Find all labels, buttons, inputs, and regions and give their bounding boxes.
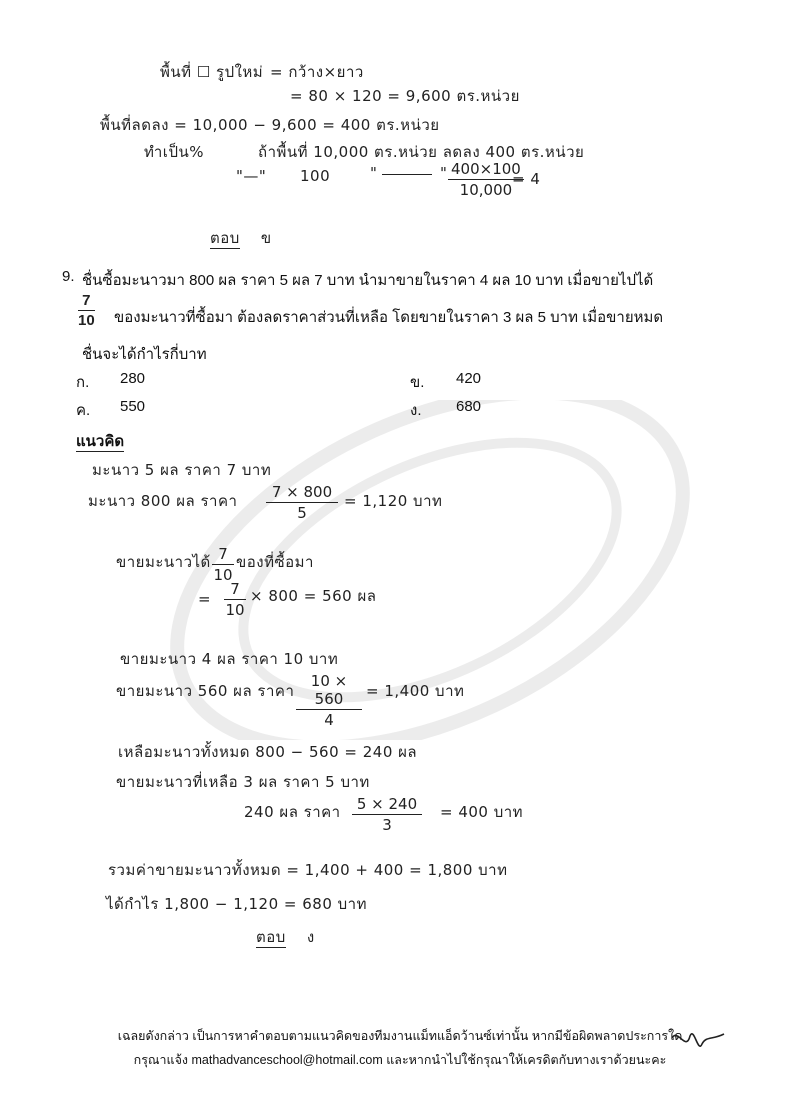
solution-step-9-right: = 400 บาท (440, 803, 524, 821)
solution-step-6-numerator: 10 × 560 (296, 672, 362, 710)
solution-step-10: รวมค่าขายมะนาวทั้งหมด = 1,400 + 400 = 1,800 บาท (108, 861, 508, 879)
solution-step-6-left: ขายมะนาว 560 ผล ราคา (116, 682, 295, 700)
solution-step-1: มะนาว 5 ผล ราคา 7 บาท (92, 461, 272, 479)
solution-step-2-left: มะนาว 800 ผล ราคา (88, 492, 238, 510)
solution-step-9-denominator: 3 (382, 816, 392, 834)
ditto-mark-2: " (440, 164, 448, 182)
footer-line-1: เฉลยดังกล่าว เป็นการหาคำตอบตามแนวคิดของทีมงานแม็ทแอ็ดว้านซ์เท่านั้น หากมีข้อผิดพลาดประการใด (117, 1029, 683, 1043)
choice-b-label: ข. (410, 374, 425, 391)
ditto-mark-1: " (370, 164, 378, 182)
answer-final (256, 925, 315, 949)
percent-label: ทำเป็น% (144, 143, 204, 161)
solution-step-3-fraction (212, 545, 234, 584)
percent-fraction-numerator: 400×100 (448, 160, 524, 180)
solution-step-4-eq: = (198, 590, 212, 608)
solution-step-5: ขายมะนาว 4 ผล ราคา 10 บาท (120, 650, 339, 668)
percent-result: = 4 (512, 170, 541, 188)
solution-step-6-right: = 1,400 บาท (366, 682, 465, 700)
solution-step-2-fraction (266, 483, 338, 522)
solution-heading-text: แนวคิด (76, 433, 125, 450)
solution-step-6-denominator: 4 (324, 711, 334, 729)
solution-step-9-numerator: 5 × 240 (352, 795, 422, 815)
ditto-line (382, 174, 432, 175)
choice-d-label: ง. (410, 402, 422, 419)
solution-step-4-fraction (224, 580, 246, 619)
choice-c-value: 550 (120, 398, 146, 415)
solution-heading (76, 429, 124, 453)
answer-prev (210, 226, 272, 250)
new-shape-area-label: พื้นที่ ☐ รูปใหม่ (160, 63, 264, 81)
percent-ratio-line: ถ้าพื้นที่ 10,000 ตร.หน่วย ลดลง 400 ตร.หน่วย (258, 143, 585, 161)
question-fraction-denominator: 10 (78, 312, 95, 329)
answer-final-label: ตอบ (256, 928, 286, 946)
solution-step-3-numerator: 7 (212, 545, 234, 565)
solution-step-8: ขายมะนาวที่เหลือ 3 ผล ราคา 5 บาท (116, 773, 370, 791)
solution-step-4-right: × 800 = 560 ผล (250, 587, 377, 605)
answer-prev-label: ตอบ (210, 229, 240, 247)
solution-step-3-denominator: 10 (213, 566, 233, 584)
solution-step-4-denominator: 10 (225, 601, 245, 619)
ditto-marks-left: "—" (236, 167, 267, 185)
area-calculation: = 80 × 120 = 9,600 ตร.หน่วย (290, 87, 520, 105)
choice-a-value: 280 (120, 370, 146, 387)
solution-step-6-fraction (296, 672, 362, 729)
choice-a-label: ก. (76, 374, 90, 391)
question-number: 9. (62, 268, 75, 285)
solution-step-2-numerator: 7 × 800 (266, 483, 338, 503)
choice-b-value: 420 (456, 370, 482, 387)
question-line-2: ของมะนาวที่ซื้อมา ต้องลดราคาส่วนที่เหลือ โดยขายในราคา 3 ผล 5 บาท เมื่อขายหมด (114, 309, 664, 326)
solution-step-9-left: 240 ผล ราคา (244, 803, 341, 821)
hundred-value: 100 (300, 167, 331, 185)
percent-fraction-denominator: 10,000 (459, 181, 513, 199)
solution-step-2-right: = 1,120 บาท (344, 492, 443, 510)
solution-step-4-numerator: 7 (224, 580, 246, 600)
question-line-3: ชื่นจะได้กำไรกี่บาท (82, 346, 207, 363)
handwritten-signature (668, 1024, 728, 1064)
choice-d-value: 680 (456, 398, 482, 415)
solution-step-3-right: ของที่ซื้อมา (236, 553, 314, 571)
solution-step-2-denominator: 5 (297, 504, 307, 522)
answer-prev-value: ข (260, 229, 272, 247)
solution-step-3-left: ขายมะนาวได้ (116, 553, 211, 571)
question-fraction-numerator: 7 (78, 292, 95, 311)
question-line-1: ชื่นซื้อมะนาวมา 800 ผล ราคา 5 ผล 7 บาท นำมาขายในราคา 4 ผล 10 บาท เมื่อขายไปได้ (82, 272, 654, 289)
choice-c-label: ค. (76, 402, 91, 419)
solution-step-7: เหลือมะนาวทั้งหมด 800 − 560 = 240 ผล (118, 743, 418, 761)
footer-line-2: กรุณาแจ้ง mathadvanceschool@hotmail.com และหากนำไปใช้กรุณาให้เครดิตกับทางเราด้วยนะคะ (133, 1053, 667, 1067)
question-fraction (78, 292, 95, 329)
solution-step-9-fraction (352, 795, 422, 834)
answer-final-value: ง (306, 928, 315, 946)
solution-step-11: ได้กำไร 1,800 − 1,120 = 680 บาท (106, 895, 367, 913)
reduced-area-line: พื้นที่ลดลง = 10,000 − 9,600 = 400 ตร.หน่วย (100, 116, 440, 134)
width-times-length: = กว้าง×ยาว (270, 63, 364, 81)
